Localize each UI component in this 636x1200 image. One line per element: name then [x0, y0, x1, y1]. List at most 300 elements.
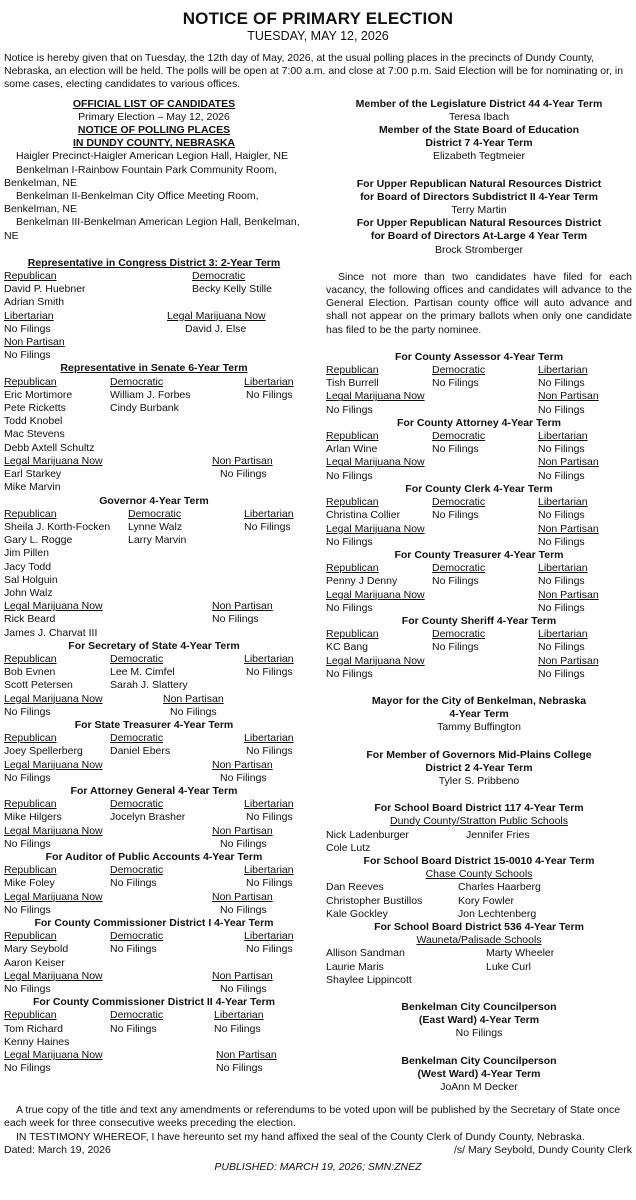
- candidate-name: Jacy Todd: [4, 560, 52, 573]
- party-header-row: [326, 390, 632, 403]
- party-header-row: [326, 562, 632, 575]
- party-header-row: [4, 891, 304, 904]
- race-title-nrd-subdistrict: For Upper Republican Natural Resources District: [356, 177, 602, 190]
- candidate-name: Tyler S. Pribbeno: [438, 774, 520, 787]
- candidate-name: Penny J Denny: [326, 575, 398, 588]
- candidates-list-title: OFFICIAL LIST OF CANDIDATES: [72, 97, 236, 110]
- candidate-name: Mary Seybold: [4, 943, 69, 956]
- party-label: Republican: [4, 507, 57, 520]
- party-label: Libertarian: [244, 798, 294, 811]
- candidate-name: Mike Marvin: [4, 481, 61, 494]
- party-label: Legal Marijuana Now: [4, 600, 103, 613]
- party-label: Legal Marijuana Now: [326, 456, 425, 469]
- party-label: Libertarian: [244, 930, 294, 943]
- published-line: PUBLISHED: MARCH 19, 2026; SMN:ZNEZ: [214, 1161, 422, 1174]
- candidate-name: No Filings: [538, 535, 585, 548]
- party-label: Libertarian: [4, 309, 54, 322]
- footer-signature-row: [4, 1144, 632, 1157]
- candidate-name: Lee M. Cimfel: [110, 666, 175, 679]
- candidate-name: No Filings: [538, 377, 585, 390]
- candidate-row: [326, 377, 632, 390]
- candidate-name: No Filings: [538, 667, 585, 680]
- party-label: Non Partisan: [538, 390, 599, 403]
- party-label: Libertarian: [244, 652, 294, 665]
- candidate-name: No Filings: [326, 535, 373, 548]
- candidate-name: Todd Knobel: [4, 415, 63, 428]
- candidate-name: No Filings: [214, 1022, 261, 1035]
- party-label: Non Partisan: [212, 969, 273, 982]
- county-races: [326, 351, 632, 681]
- party-label: Republican: [4, 270, 57, 283]
- candidate-name: No Filings: [538, 575, 585, 588]
- candidate-row: [326, 908, 632, 921]
- candidate-name: Eric Mortimore: [4, 388, 73, 401]
- candidate-row: [326, 509, 632, 522]
- candidate-name: No Filings: [4, 1062, 51, 1075]
- party-label: Democratic: [110, 652, 164, 665]
- race-title-governor: Governor 4-Year Term: [99, 494, 209, 507]
- candidates-list-subtitle: Primary Election – May 12, 2026: [78, 110, 230, 123]
- candidate-name: No Filings: [4, 983, 51, 996]
- party-label: Democratic: [432, 430, 486, 443]
- candidate-name: Joey Spellerberg: [4, 745, 83, 758]
- candidate-row: [4, 943, 304, 956]
- party-header-row: [326, 523, 632, 536]
- candidate-name: Kale Gockley: [326, 907, 388, 920]
- party-label: Non Partisan: [212, 758, 273, 771]
- candidate-name: No Filings: [538, 601, 585, 614]
- party-label: Non Partisan: [538, 654, 599, 667]
- candidate-name: Gary L. Rogge: [4, 534, 73, 547]
- race-title-mid-plains: For Member of Governors Mid-Plains College: [366, 748, 592, 761]
- party-label: Republican: [4, 375, 57, 388]
- candidate-name: Debb Axtell Schultz: [4, 441, 95, 454]
- candidate-name: Teresa Ibach: [448, 110, 510, 123]
- party-label: Democratic: [110, 732, 164, 745]
- candidate-row: [4, 534, 304, 547]
- race-title-legislature: Member of the Legislature District 44 4-Year Term: [355, 97, 603, 110]
- advance-paragraph: Since not more than two candidates have filed for each vacancy, the following offices and candidates will advance to the General Election. Partisan county office will auto advance and shall not appear on the primary ballots when only one candidate has filed to be the party nominee.: [326, 270, 632, 336]
- party-header-row: [4, 653, 304, 666]
- race-title-state-treasurer: For State Treasurer 4-Year Term: [74, 718, 234, 731]
- party-header-row: [4, 455, 304, 468]
- candidate-name: No Filings: [538, 443, 585, 456]
- candidate-name: David P. Huebner: [4, 283, 86, 296]
- race-title-attorney-general: For Attorney General 4-Year Term: [70, 784, 238, 797]
- candidate-name: JoAnn M Decker: [440, 1081, 518, 1094]
- candidate-name: No Filings: [455, 1027, 503, 1040]
- party-label: Legal Marijuana Now: [4, 824, 103, 837]
- party-label: Non Partisan: [538, 522, 599, 535]
- candidate-name: Larry Marvin: [128, 534, 187, 547]
- school-district-name: Wauneta/Palisade Schools: [416, 934, 542, 947]
- candidate-name: No Filings: [538, 469, 585, 482]
- candidate-name: Sal Holguin: [4, 573, 58, 586]
- party-header-row: [4, 693, 304, 706]
- party-label: Democratic: [110, 930, 164, 943]
- footer-testimony-paragraph: IN TESTIMONY WHEREOF, I have hereunto set my hand affixed the seal of the County Clerk of Dundy County, Nebraska.: [16, 1130, 585, 1143]
- party-label: Legal Marijuana Now: [4, 1049, 103, 1062]
- race-subtitle-state-board: District 7 4-Year Term: [425, 137, 533, 150]
- candidate-name: No Filings: [326, 601, 373, 614]
- party-label: Libertarian: [538, 562, 588, 575]
- party-header-row: [326, 430, 632, 443]
- race-subtitle-mid-plains: District 2 4-Year Term: [425, 761, 533, 774]
- party-label: Republican: [326, 364, 379, 377]
- candidate-name: No Filings: [246, 745, 293, 758]
- party-label: Legal Marijuana Now: [326, 390, 425, 403]
- candidate-name: No Filings: [4, 349, 51, 362]
- candidate-row: [326, 895, 632, 908]
- party-header-row: [326, 589, 632, 602]
- candidate-name: No Filings: [110, 1022, 157, 1035]
- candidate-name: No Filings: [538, 509, 585, 522]
- candidate-row: [326, 602, 632, 615]
- candidate-row: [326, 881, 632, 894]
- candidate-name: No Filings: [538, 403, 585, 416]
- notice-page: [4, 0, 632, 1174]
- candidate-name: Luke Curl: [486, 960, 531, 973]
- candidate-name: William J. Forbes: [110, 388, 191, 401]
- party-label: Libertarian: [244, 375, 294, 388]
- party-label: Republican: [326, 430, 379, 443]
- candidate-row: [326, 536, 632, 549]
- candidate-name: Dan Reeves: [326, 881, 384, 894]
- party-label: Democratic: [192, 270, 246, 283]
- party-label: Republican: [4, 798, 57, 811]
- race-title-secretary-of-state: For Secretary of State 4-Year Term: [68, 639, 240, 652]
- intro-paragraph: Notice is hereby given that on Tuesday, the 12th day of May, 2026, at the usual polling places in the precincts of Dundy County, Nebraska, an election will be held. The polls will be open at 7:00 a.m. and close at 7:00 p.m. Said Election will be for nominating or, in some cases, electing candidates to various offices.: [4, 52, 624, 91]
- party-label: Legal Marijuana Now: [4, 758, 103, 771]
- candidate-name: Nick Ladenburger: [326, 828, 409, 841]
- candidate-row: [326, 443, 632, 456]
- race-subtitle-west-ward: (West Ward) 4-Year Term: [417, 1067, 541, 1080]
- party-label: Legal Marijuana Now: [4, 454, 103, 467]
- candidate-name: No Filings: [220, 983, 267, 996]
- candidate-name: Terry Martin: [451, 204, 507, 217]
- candidate-name: No Filings: [220, 837, 267, 850]
- candidate-row: [4, 468, 304, 481]
- candidate-name: Sarah J. Slattery: [110, 679, 188, 692]
- party-label: Non Partisan: [212, 600, 273, 613]
- party-label: Democratic: [110, 864, 164, 877]
- candidate-name: No Filings: [246, 943, 293, 956]
- race-title-nrd-at-large: For Upper Republican Natural Resources District: [356, 217, 602, 230]
- candidate-name: No Filings: [4, 322, 51, 335]
- candidate-row: [4, 745, 304, 758]
- candidate-name: No Filings: [538, 641, 585, 654]
- candidate-name: No Filings: [220, 771, 267, 784]
- party-label: Libertarian: [538, 496, 588, 509]
- candidate-name: Daniel Ebers: [110, 745, 171, 758]
- party-label: Non Partisan: [216, 1049, 277, 1062]
- candidate-row: [326, 575, 632, 588]
- candidate-name: Christopher Bustillos: [326, 894, 423, 907]
- candidate-name: Becky Kelly Stille: [192, 283, 272, 296]
- race-subtitle-mayor: 4-Year Term: [449, 708, 509, 721]
- candidate-name: Jennifer Fries: [466, 828, 530, 841]
- candidate-name: Jim Pillen: [4, 547, 49, 560]
- candidate-name: Jocelyn Brasher: [110, 811, 186, 824]
- candidate-name: No Filings: [326, 469, 373, 482]
- party-header-row: [326, 496, 632, 509]
- party-label: Republican: [4, 864, 57, 877]
- candidate-name: Cole Lutz: [326, 841, 371, 854]
- notice-title: NOTICE OF PRIMARY ELECTION: [182, 9, 454, 28]
- candidate-name: Lynne Walz: [128, 520, 183, 533]
- candidate-name: Brock Stromberger: [434, 243, 524, 256]
- columns: [4, 98, 632, 1095]
- candidate-name: Rick Beard: [4, 613, 56, 626]
- party-label: Non Partisan: [163, 692, 224, 705]
- race-title-county: For County Clerk 4-Year Term: [405, 482, 553, 495]
- race-title-congress: Representative in Congress District 3: 2-Year Term: [27, 256, 281, 269]
- polling-places-title: NOTICE OF POLLING PLACES: [77, 124, 231, 137]
- party-label: Non Partisan: [212, 454, 273, 467]
- party-label: Republican: [4, 732, 57, 745]
- party-label: Democratic: [432, 562, 486, 575]
- notice-date: TUESDAY, MAY 12, 2026: [247, 29, 389, 43]
- candidate-row: [4, 1062, 304, 1075]
- race-title-mayor: Mayor for the City of Benkelman, Nebraska: [371, 694, 587, 707]
- party-header-row: [4, 798, 304, 811]
- dated-line: Dated: March 19, 2026: [4, 1143, 111, 1156]
- party-label: Democratic: [432, 628, 486, 641]
- candidate-row: [4, 983, 304, 996]
- candidate-name: No Filings: [326, 667, 373, 680]
- candidate-row: [4, 838, 304, 851]
- candidate-name: Earl Starkey: [4, 468, 62, 481]
- party-header-row: [4, 310, 304, 323]
- party-header-row: [326, 655, 632, 668]
- candidate-name: Jon Lechtenberg: [458, 907, 537, 920]
- candidate-name: No Filings: [220, 903, 267, 916]
- party-label: Legal Marijuana Now: [4, 890, 103, 903]
- candidate-row: [4, 666, 304, 679]
- party-label: Republican: [326, 496, 379, 509]
- party-header-row: [4, 376, 304, 389]
- candidate-name: Kenny Haines: [4, 1035, 70, 1048]
- party-label: Libertarian: [214, 1009, 264, 1022]
- candidate-name: Tom Richard: [4, 1022, 63, 1035]
- candidate-name: Elizabeth Tegtmeier: [432, 150, 526, 163]
- party-label: Non Partisan: [538, 588, 599, 601]
- candidate-name: Mike Hilgers: [4, 811, 62, 824]
- signature-line: /s/ Mary Seybold, Dundy County Clerk: [454, 1143, 632, 1156]
- party-label: Democratic: [432, 364, 486, 377]
- candidate-name: Mike Foley: [4, 877, 55, 890]
- party-label: Non Partisan: [212, 890, 273, 903]
- party-label: Legal Marijuana Now: [326, 588, 425, 601]
- party-header-row: [326, 456, 632, 469]
- party-label: Non Partisan: [4, 336, 65, 349]
- race-title-east-ward: Benkelman City Councilperson: [401, 1001, 557, 1013]
- party-label: Republican: [4, 930, 57, 943]
- party-label: Legal Marijuana Now: [4, 692, 103, 705]
- party-header-row: [4, 930, 304, 943]
- candidate-row: [326, 404, 632, 417]
- school-district-name: Chase County Schools: [425, 868, 533, 881]
- race-subtitle-nrd-at-large: for Board of Directors At-Large 4 Year Term: [370, 230, 588, 243]
- party-header-row: [4, 759, 304, 772]
- party-label: Libertarian: [538, 364, 588, 377]
- party-header-row: [4, 732, 304, 745]
- candidate-name: Charles Haarberg: [458, 881, 541, 894]
- polling-place: Benkelman I-Rainbow Fountain Park Community Room, Benkelman, NE: [4, 163, 277, 189]
- party-header-row: [4, 1009, 304, 1022]
- candidate-name: No Filings: [244, 520, 291, 533]
- party-label: Non Partisan: [538, 456, 599, 469]
- candidate-name: Arlan Wine: [326, 443, 378, 456]
- candidate-name: Tish Burrell: [326, 377, 379, 390]
- polling-place: Benkelman II-Benkelman City Office Meeting Room, Benkelman, NE: [4, 190, 259, 216]
- candidate-name: No Filings: [4, 705, 51, 718]
- candidate-row: [4, 679, 304, 692]
- polling-place: Haigler Precinct-Haigler American Legion Hall, Haigler, NE: [16, 150, 288, 163]
- candidate-name: Laurie Maris: [326, 960, 384, 973]
- candidate-row: [4, 772, 304, 785]
- candidate-name: No Filings: [212, 613, 259, 626]
- candidate-name: James J. Charvat III: [4, 626, 98, 639]
- candidate-row: [326, 829, 632, 842]
- party-label: Democratic: [110, 375, 164, 388]
- candidate-row: [4, 283, 304, 296]
- candidate-name: Shaylee Lippincott: [326, 973, 412, 986]
- party-label: Democratic: [432, 496, 486, 509]
- candidate-row: [4, 521, 304, 534]
- candidate-name: Cindy Burbank: [110, 402, 179, 415]
- race-title-senate: Representative in Senate 6-Year Term: [60, 362, 248, 375]
- party-header-row: [326, 364, 632, 377]
- party-label: Democratic: [128, 507, 182, 520]
- party-label: Libertarian: [244, 732, 294, 745]
- party-header-row: [4, 970, 304, 983]
- party-header-row: [4, 270, 304, 283]
- candidate-name: Tammy Buffington: [437, 721, 521, 734]
- candidate-name: No Filings: [216, 1062, 263, 1075]
- party-label: Republican: [4, 1009, 57, 1022]
- race-subtitle-east-ward: (East Ward) 4-Year Term: [418, 1014, 540, 1027]
- party-label: Legal Marijuana Now: [4, 969, 103, 982]
- race-title-county: For County Treasurer 4-Year Term: [394, 548, 564, 561]
- candidate-row: [4, 877, 304, 890]
- party-header-row: [4, 508, 304, 521]
- candidate-row: [4, 1023, 304, 1036]
- candidate-name: No Filings: [432, 377, 479, 390]
- candidate-name: No Filings: [432, 509, 479, 522]
- candidate-name: No Filings: [432, 443, 479, 456]
- race-title-school-15-0010: For School Board District 15-0010 4-Year Term: [363, 854, 595, 867]
- race-title-county: For County Attorney 4-Year Term: [397, 416, 561, 429]
- party-header-row: [4, 825, 304, 838]
- candidate-name: No Filings: [246, 811, 293, 824]
- party-label: Republican: [326, 628, 379, 641]
- party-label: Libertarian: [244, 507, 294, 520]
- race-subtitle-nrd-subdistrict: for Board of Directors Subdistrict II 4-Year Term: [360, 190, 598, 203]
- candidate-name: No Filings: [110, 943, 157, 956]
- candidate-name: No Filings: [246, 877, 293, 890]
- candidate-name: Adrian Smith: [4, 296, 65, 309]
- party-label: Libertarian: [538, 430, 588, 443]
- candidate-name: Bob Evnen: [4, 666, 56, 679]
- candidate-name: No Filings: [432, 641, 479, 654]
- polling-places-subtitle: IN DUNDY COUNTY, NEBRASKA: [73, 137, 235, 150]
- candidate-row: [4, 323, 304, 336]
- candidate-row: [4, 904, 304, 917]
- candidate-row: [4, 389, 304, 402]
- party-label: Legal Marijuana Now: [326, 654, 425, 667]
- footer-amendments-paragraph: A true copy of the title and text any amendments or referendums to be voted upon will be published by the Secretary of State once each week for three consecutive weeks preceding the election.: [4, 1104, 621, 1130]
- candidate-name: Christina Collier: [326, 509, 401, 522]
- candidate-name: No Filings: [246, 388, 293, 401]
- candidate-name: Marty Wheeler: [486, 947, 555, 960]
- candidate-name: No Filings: [4, 837, 51, 850]
- party-header-row: [326, 628, 632, 641]
- candidate-name: David J. Else: [185, 322, 247, 335]
- candidate-name: Allison Sandman: [326, 947, 405, 960]
- candidate-row: [4, 613, 304, 626]
- candidate-row: [326, 961, 632, 974]
- candidate-name: No Filings: [4, 771, 51, 784]
- race-title-commissioner-1: For County Commissioner District I 4-Year Term: [34, 917, 274, 929]
- race-title-west-ward: Benkelman City Councilperson: [401, 1054, 557, 1067]
- party-header-row: [4, 864, 304, 877]
- race-title-auditor: For Auditor of Public Accounts 4-Year Term: [45, 850, 263, 863]
- candidate-name: Pete Ricketts: [4, 402, 66, 415]
- race-title-state-board: Member of the State Board of Education: [378, 124, 580, 137]
- party-label: Democratic: [110, 1009, 164, 1022]
- candidate-name: No Filings: [4, 903, 51, 916]
- candidate-name: John Walz: [4, 586, 53, 599]
- party-header-row: [4, 600, 304, 613]
- candidate-name: No Filings: [432, 575, 479, 588]
- candidate-name: Kory Fowler: [458, 894, 515, 907]
- party-label: Non Partisan: [212, 824, 273, 837]
- candidate-name: No Filings: [326, 403, 373, 416]
- candidate-row: [4, 402, 304, 415]
- candidate-name: No Filings: [246, 666, 293, 679]
- candidate-name: Scott Petersen: [4, 679, 73, 692]
- polling-place: Benkelman III-Benkelman American Legion Hall, Benkelman, NE: [4, 216, 300, 242]
- party-label: Democratic: [110, 798, 164, 811]
- party-label: Libertarian: [244, 864, 294, 877]
- candidate-name: Sheila J. Korth-Focken: [4, 520, 111, 533]
- candidate-row: [4, 706, 304, 719]
- candidate-name: No Filings: [220, 468, 267, 481]
- race-title-county: For County Sheriff 4-Year Term: [401, 614, 557, 627]
- candidate-name: Aaron Keiser: [4, 956, 65, 969]
- race-title-school-536: For School Board District 536 4-Year Term: [374, 920, 584, 933]
- party-header-row: [4, 1049, 304, 1062]
- candidate-row: [326, 470, 632, 483]
- candidate-name: No Filings: [110, 877, 157, 890]
- candidate-row: [4, 811, 304, 824]
- party-label: Legal Marijuana Now: [326, 522, 425, 535]
- candidate-row: [326, 668, 632, 681]
- candidate-row: [326, 947, 632, 960]
- race-title-county: For County Assessor 4-Year Term: [394, 350, 564, 363]
- candidate-name: No Filings: [170, 705, 217, 718]
- party-label: Republican: [4, 652, 57, 665]
- race-title-commissioner-2: For County Commissioner District II 4-Year Term: [33, 996, 275, 1009]
- candidate-name: Mac Stevens: [4, 428, 65, 441]
- race-title-school-117: For School Board District 117 4-Year Term: [374, 802, 584, 815]
- left-column: [4, 98, 304, 1095]
- candidate-name: KC Bang: [326, 641, 369, 654]
- party-label: Libertarian: [538, 628, 588, 641]
- candidate-row: [326, 641, 632, 654]
- right-column: [326, 98, 632, 1095]
